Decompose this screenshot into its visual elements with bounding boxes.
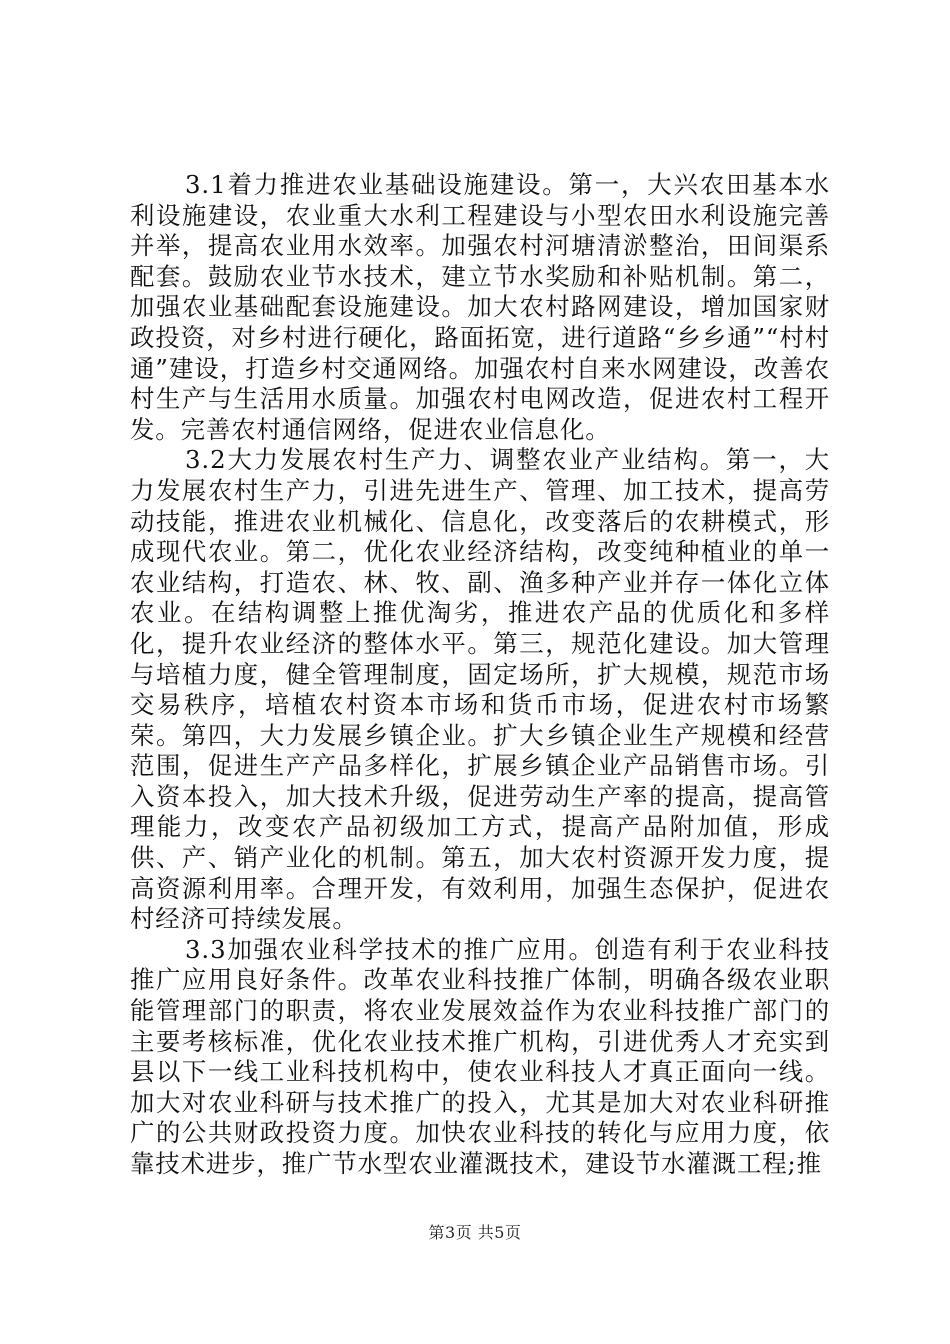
paragraph-3-2: 3.2大力发展农村生产力、调整农业产业结构。第一，大力发展农村生产力，引进先进生产、管理、加工技术，提高劳动技能，推进农业机械化、信息化，改变落后的农耕模式，形成现代农业。第二，优化农业经济结构，改变纯种植业的单一农业结构，打造农、林、牧、副、渔多种产业并存一体化立体农业。在结构调整上推优淘劣，推进农产品的优质化和多样化，提升农业经济的整体水平。第三，规范化建设。加大管理与培植力度，健全管理制度，固定场所，扩大规模，规范市场交易秩序，培植农村资本市场和货币市场，促进农村市场繁荣。第四，大力发展乡镇企业。扩大乡镇企业生产规模和经营范围，促进生产产品多样化，扩展乡镇企业产品销售市场。引入资本投入，加大技术升级，促进劳动生产率的提高，提高管理能力，改变农产品初级加工方式，提高产品附加值，形成供、产、销产业化的机制。第五，加大农村资源开发力度，提高资源利用率。合理开发，有效利用，加强生态保护，促进农村经济可持续发展。 <box>130 445 830 934</box>
page-footer: 第3页 共5页 <box>428 1223 522 1242</box>
paragraph-3-3: 3.3加强农业科学技术的推广应用。创造有利于农业科技推广应用良好条件。改革农业科技推广体制，明确各级农业职能管理部门的职责，将农业发展效益作为农业科技推广部门的主要考核标准，优化农业技术推广机构，引进优秀人才充实到县以下一线工业科技机构中，使农业科技人才真正面向一线。加大对农业科研与技术推广的投入，尤其是加大对农业科研推广的公共财政投资力度。加快农业科技的转化与应用力度，依靠技术进步，推广节水型农业灌溉技术，建设节水灌溉工程;推 <box>130 934 830 1178</box>
paragraph-3-1: 3.1着力推进农业基础设施建设。第一，大兴农田基本水利设施建设，农业重大水利工程建设与小型农田水利设施完善并举，提高农业用水效率。加强农村河塘清淤整治，田间渠系配套。鼓励农业节水技术，建立节水奖励和补贴机制。第二，加强农业基础配套设施建设。加大农村路网建设，增加国家财政投资，对乡村进行硬化，路面拓宽，进行道路“乡乡通”“村村通”建设，打造乡村交通网络。加强农村自来水网建设，改善农村生产与生活用水质量。加强农村电网改造，促进农村工程开发。完善农村通信网络，促进农业信息化。 <box>130 170 830 444</box>
document-body <box>130 170 830 1180</box>
